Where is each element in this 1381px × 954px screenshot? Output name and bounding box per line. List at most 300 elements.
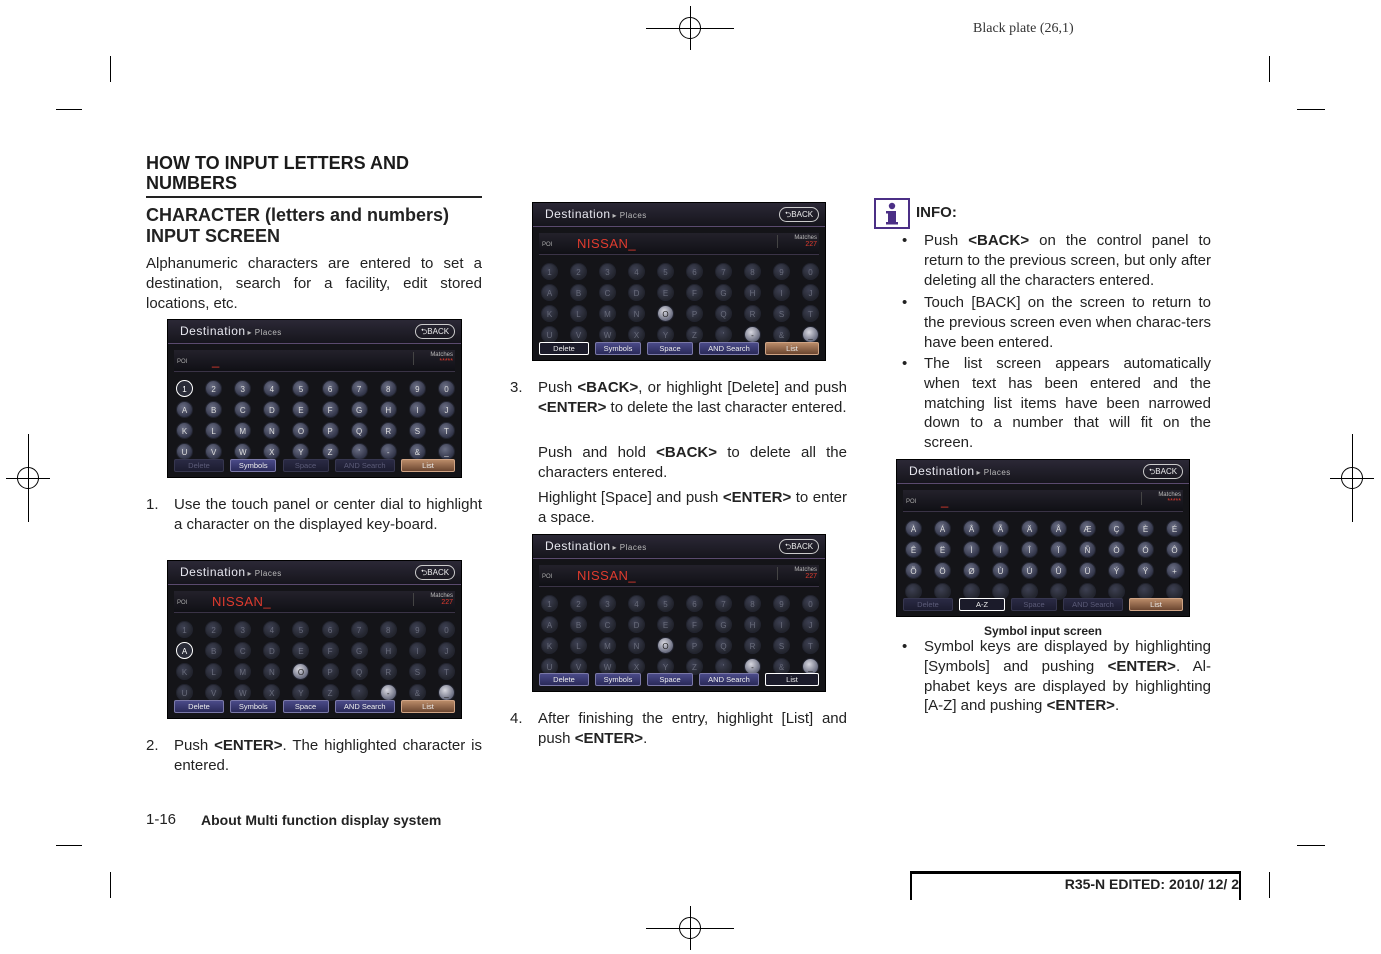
- registration-mark: [1341, 467, 1363, 489]
- key-button[interactable]: C: [234, 642, 251, 659]
- key-button[interactable]: 5: [292, 621, 309, 638]
- screen-button[interactable]: AND Search: [699, 673, 759, 686]
- key-button[interactable]: _: [438, 684, 455, 701]
- back-button[interactable]: ⮌BACK: [415, 324, 455, 339]
- key-button[interactable]: M: [234, 663, 251, 680]
- key-button[interactable]: Q: [351, 663, 368, 680]
- screen-button[interactable]: List: [765, 342, 819, 355]
- poi-label: POI: [177, 600, 188, 606]
- step-number: 4.: [510, 710, 523, 727]
- screen-button[interactable]: Space: [647, 342, 693, 355]
- key-button[interactable]: 7: [351, 380, 368, 397]
- key-button[interactable]: _: [438, 443, 455, 460]
- screen-title-bar: [533, 203, 825, 227]
- keyboard-grid: [176, 380, 455, 464]
- key-button[interactable]: O: [292, 663, 309, 680]
- key-button[interactable]: O: [657, 305, 674, 322]
- key-button[interactable]: Ú: [1021, 562, 1038, 579]
- screen-button[interactable]: Delete: [174, 700, 224, 713]
- key-button[interactable]: E: [292, 642, 309, 659]
- poi-label: POI: [542, 574, 553, 580]
- key-button[interactable]: Ù: [992, 562, 1009, 579]
- key-button[interactable]: 2: [570, 263, 587, 280]
- matches-box: [413, 593, 453, 606]
- key-button[interactable]: 6: [686, 263, 703, 280]
- key-button[interactable]: A: [541, 616, 558, 633]
- bullet-text: Push: [924, 232, 969, 249]
- key-button[interactable]: 8: [744, 595, 761, 612]
- matches-value: *****: [1167, 498, 1181, 505]
- key-button[interactable]: Ñ: [1079, 541, 1096, 558]
- entry-text: NISSAN_: [577, 236, 637, 251]
- key-button[interactable]: É: [1166, 520, 1183, 537]
- key-button[interactable]: &: [773, 326, 790, 343]
- key-button[interactable]: U: [541, 658, 558, 675]
- key-button[interactable]: J: [438, 401, 455, 418]
- key-button[interactable]: E: [292, 401, 309, 418]
- key-button[interactable]: E: [657, 284, 674, 301]
- key-button[interactable]: N: [628, 305, 645, 322]
- key-button[interactable]: U: [176, 443, 193, 460]
- key-button[interactable]: I: [409, 642, 426, 659]
- screen-button[interactable]: Space: [1011, 598, 1057, 611]
- keyboard-screen-2: [167, 560, 462, 719]
- key-button[interactable]: 4: [628, 263, 645, 280]
- info-bullet-3: [902, 354, 1211, 453]
- key-button[interactable]: F: [322, 401, 339, 418]
- key-button[interactable]: Ò: [1108, 541, 1125, 558]
- key-button[interactable]: F: [686, 616, 703, 633]
- key-button[interactable]: Q: [715, 305, 732, 322]
- key-button[interactable]: S: [773, 637, 790, 654]
- key-button[interactable]: E: [657, 616, 674, 633]
- key-button[interactable]: B: [570, 616, 587, 633]
- key-button[interactable]: &: [409, 684, 426, 701]
- key-button[interactable]: Z: [322, 443, 339, 460]
- crop-mark: [1269, 56, 1270, 82]
- step-2: [146, 736, 482, 776]
- crop-mark: [1269, 872, 1270, 898]
- key-row: [176, 443, 455, 460]
- key-button[interactable]: F: [686, 284, 703, 301]
- screen-title-text: Destination: [180, 565, 246, 579]
- screen-button[interactable]: Symbols: [230, 700, 276, 713]
- key-button[interactable]: Æ: [1079, 520, 1096, 537]
- screen-button[interactable]: Symbols: [230, 459, 276, 472]
- symbol-screen-caption: Symbol input screen: [983, 624, 1103, 638]
- key-button[interactable]: Ô: [1166, 541, 1183, 558]
- key-button[interactable]: Y: [292, 443, 309, 460]
- key-button[interactable]: W: [234, 443, 251, 460]
- key-row: [176, 621, 455, 638]
- key-button[interactable]: Y: [292, 684, 309, 701]
- key-button[interactable]: 9: [773, 263, 790, 280]
- key-button[interactable]: P: [322, 663, 339, 680]
- key-button[interactable]: Z: [322, 684, 339, 701]
- key-button[interactable]: O: [292, 422, 309, 439]
- key-button[interactable]: ': [351, 443, 368, 460]
- key-button[interactable]: Ü: [1079, 562, 1096, 579]
- screen-button[interactable]: List: [401, 459, 455, 472]
- key-button[interactable]: H: [744, 284, 761, 301]
- matches-label: Matches: [430, 352, 453, 358]
- key-button[interactable]: 9: [409, 621, 426, 638]
- screen-button[interactable]: Symbols: [595, 342, 641, 355]
- key-button[interactable]: 0: [802, 263, 819, 280]
- key-row: [176, 663, 455, 680]
- key-button[interactable]: 0: [438, 380, 455, 397]
- key-button[interactable]: S: [773, 305, 790, 322]
- key-button[interactable]: X: [628, 658, 645, 675]
- key-button[interactable]: X: [628, 326, 645, 343]
- key-button[interactable]: &: [409, 443, 426, 460]
- key-button[interactable]: J: [802, 616, 819, 633]
- key-button[interactable]: _: [802, 658, 819, 675]
- key-button[interactable]: ': [715, 326, 732, 343]
- plate-label: Black plate (26,1): [973, 21, 1074, 36]
- screen-button[interactable]: AND Search: [699, 342, 759, 355]
- key-row: [541, 637, 819, 654]
- key-button[interactable]: W: [599, 326, 616, 343]
- key-button[interactable]: 0: [438, 621, 455, 638]
- screen-subtitle: ▸ Places: [612, 543, 647, 552]
- key-button[interactable]: P: [686, 305, 703, 322]
- registration-mark: [679, 17, 701, 39]
- key-button[interactable]: Ì: [963, 541, 980, 558]
- key-button[interactable]: W: [234, 684, 251, 701]
- key-button[interactable]: 2: [205, 380, 222, 397]
- screen-title-text: Destination: [545, 207, 611, 221]
- key-button[interactable]: F: [322, 642, 339, 659]
- key-button[interactable]: 7: [715, 595, 732, 612]
- screen-button[interactable]: List: [1129, 598, 1183, 611]
- key-button[interactable]: R: [380, 663, 397, 680]
- screen-button[interactable]: Delete: [539, 342, 589, 355]
- screen-button[interactable]: Delete: [174, 459, 224, 472]
- screen-title-bar: [533, 535, 825, 559]
- key-button[interactable]: H: [380, 642, 397, 659]
- key-button[interactable]: G: [351, 401, 368, 418]
- key-button[interactable]: _: [802, 326, 819, 343]
- screen-title-text: Destination: [180, 324, 246, 338]
- key-button[interactable]: 4: [628, 595, 645, 612]
- step-text: to delete all the characters entered.: [538, 444, 847, 481]
- info-bullet-1: [902, 231, 1212, 290]
- screen-subtitle: ▸ Places: [247, 328, 282, 337]
- key-button[interactable]: Ï: [1050, 541, 1067, 558]
- key-button[interactable]: D: [628, 284, 645, 301]
- screen-subtitle: ▸ Places: [247, 569, 282, 578]
- step-text: to delete the last character entered.: [606, 398, 847, 416]
- key-button[interactable]: G: [715, 284, 732, 301]
- bullet-text: .: [1114, 697, 1120, 715]
- key-button[interactable]: 3: [599, 595, 616, 612]
- key-button[interactable]: 9: [409, 380, 426, 397]
- key-button[interactable]: H: [744, 616, 761, 633]
- screen-button[interactable]: Delete: [903, 598, 953, 611]
- keyboard-grid: [905, 520, 1183, 604]
- key-button[interactable]: Y: [657, 658, 674, 675]
- screen-button-bar: [539, 342, 819, 355]
- step-text: , or highlight [Delete] and push: [638, 379, 848, 396]
- key-button[interactable]: Y: [657, 326, 674, 343]
- key-button[interactable]: J: [438, 642, 455, 659]
- keyboard-grid: [176, 621, 455, 705]
- poi-label: POI: [906, 499, 917, 505]
- key-button[interactable]: Q: [351, 422, 368, 439]
- key-button[interactable]: 3: [234, 621, 251, 638]
- key-button[interactable]: D: [263, 401, 280, 418]
- key-button[interactable]: M: [599, 637, 616, 654]
- info-bullet-2: [902, 293, 1211, 352]
- key-button[interactable]: X: [263, 684, 280, 701]
- key-button[interactable]: D: [263, 642, 280, 659]
- key-button[interactable]: Ö: [934, 562, 951, 579]
- back-button[interactable]: ⮌BACK: [779, 539, 819, 554]
- key-button[interactable]: M: [234, 422, 251, 439]
- matches-value: 227: [441, 599, 453, 606]
- key-button[interactable]: 4: [263, 621, 280, 638]
- key-button[interactable]: 1: [541, 263, 558, 280]
- step-text: Use the touch panel or center dial to highlight a character on the displayed key-board.: [174, 496, 482, 533]
- key-button[interactable]: &: [773, 658, 790, 675]
- screen-button[interactable]: AND Search: [335, 459, 395, 472]
- key-row: [905, 520, 1183, 537]
- key-button[interactable]: L: [205, 422, 222, 439]
- key-button[interactable]: 1: [176, 380, 193, 397]
- key-button[interactable]: ': [715, 658, 732, 675]
- bullet-text: on the control panel to return to the previous screen, but only after deleting all the characters entered.: [924, 232, 1212, 289]
- key-button[interactable]: Û: [1050, 562, 1067, 579]
- key-button[interactable]: 8: [744, 263, 761, 280]
- subsection-heading: CHARACTER (letters and numbers) INPUT SCREEN: [146, 205, 450, 246]
- key-button[interactable]: M: [599, 305, 616, 322]
- key-button[interactable]: Ã: [992, 520, 1009, 537]
- key-button[interactable]: C: [234, 401, 251, 418]
- key-button[interactable]: B: [570, 284, 587, 301]
- key-button[interactable]: 2: [570, 595, 587, 612]
- key-button[interactable]: S: [409, 422, 426, 439]
- key-button[interactable]: V: [570, 326, 587, 343]
- matches-box: [413, 352, 453, 365]
- key-button[interactable]: I: [773, 616, 790, 633]
- footer-title: About Multi function display system: [201, 812, 442, 828]
- key-button[interactable]: V: [205, 443, 222, 460]
- key-button[interactable]: T: [802, 637, 819, 654]
- key-button[interactable]: È: [1137, 520, 1154, 537]
- key-button[interactable]: Ë: [934, 541, 951, 558]
- screen-button[interactable]: A-Z: [959, 598, 1005, 611]
- step-text: to enter a space.: [538, 489, 847, 526]
- key-button[interactable]: G: [715, 616, 732, 633]
- key-button[interactable]: K: [541, 637, 558, 654]
- key-button[interactable]: K: [176, 663, 193, 680]
- key-button[interactable]: 6: [322, 621, 339, 638]
- key-button[interactable]: -: [380, 443, 397, 460]
- key-button[interactable]: 2: [205, 621, 222, 638]
- screen-button[interactable]: List: [401, 700, 455, 713]
- key-button[interactable]: 5: [292, 380, 309, 397]
- key-button[interactable]: N: [263, 422, 280, 439]
- key-button[interactable]: Z: [686, 326, 703, 343]
- step-number: 2.: [146, 737, 159, 754]
- key-label: <ENTER>: [1107, 657, 1176, 675]
- key-button[interactable]: -: [744, 658, 761, 675]
- step-3-space: [538, 488, 847, 528]
- key-button[interactable]: Ó: [1137, 541, 1154, 558]
- key-button[interactable]: À: [905, 520, 922, 537]
- key-button[interactable]: J: [802, 284, 819, 301]
- key-button[interactable]: Ý: [1108, 562, 1125, 579]
- key-button[interactable]: D: [628, 616, 645, 633]
- key-button[interactable]: I: [773, 284, 790, 301]
- key-button[interactable]: L: [205, 663, 222, 680]
- key-button[interactable]: L: [570, 305, 587, 322]
- key-button[interactable]: R: [744, 305, 761, 322]
- screen-title: [545, 539, 647, 553]
- key-button[interactable]: T: [438, 422, 455, 439]
- key-button[interactable]: Ÿ: [1137, 562, 1154, 579]
- key-button[interactable]: Õ: [905, 562, 922, 579]
- key-button[interactable]: 5: [657, 263, 674, 280]
- back-button[interactable]: ⮌BACK: [415, 565, 455, 580]
- key-button[interactable]: V: [570, 658, 587, 675]
- key-button[interactable]: A: [176, 401, 193, 418]
- step-number: 1.: [146, 496, 159, 513]
- key-button[interactable]: B: [205, 642, 222, 659]
- screen-button[interactable]: AND Search: [1063, 598, 1123, 611]
- matches-box: [1141, 492, 1181, 505]
- back-button[interactable]: ⮌BACK: [779, 207, 819, 222]
- screen-button[interactable]: Space: [283, 459, 329, 472]
- key-button[interactable]: B: [205, 401, 222, 418]
- key-button[interactable]: 0: [802, 595, 819, 612]
- key-button[interactable]: 3: [599, 263, 616, 280]
- key-button[interactable]: A: [541, 284, 558, 301]
- keyboard-grid: [541, 263, 819, 347]
- key-button[interactable]: 8: [380, 621, 397, 638]
- key-label: <BACK>: [656, 444, 717, 461]
- bullet-text: . Al-phabet keys are displayed by highlighting [A-Z] and pushing: [924, 657, 1211, 715]
- key-button[interactable]: H: [380, 401, 397, 418]
- key-button[interactable]: A: [176, 642, 193, 659]
- matches-box: [777, 235, 817, 248]
- key-button[interactable]: 8: [380, 380, 397, 397]
- screen-button[interactable]: List: [765, 673, 819, 686]
- bullet-text: The list screen appears automatically when text has been entered and the matching list items have been narrowed down to a number that will fit on the screen.: [924, 355, 1211, 452]
- key-button[interactable]: R: [380, 422, 397, 439]
- key-button[interactable]: N: [263, 663, 280, 680]
- back-button[interactable]: ⮌BACK: [1143, 464, 1183, 479]
- key-button[interactable]: R: [744, 637, 761, 654]
- entry-text: _: [941, 493, 949, 508]
- screen-button[interactable]: Space: [647, 673, 693, 686]
- key-button[interactable]: 5: [657, 595, 674, 612]
- key-button[interactable]: O: [657, 637, 674, 654]
- screen-title-bar: [168, 320, 461, 344]
- key-button[interactable]: K: [541, 305, 558, 322]
- matches-box: [777, 567, 817, 580]
- crop-mark: [1297, 109, 1325, 110]
- key-button[interactable]: U: [541, 326, 558, 343]
- screen-button[interactable]: AND Search: [335, 700, 395, 713]
- key-button[interactable]: N: [628, 637, 645, 654]
- registration-mark: [679, 917, 701, 939]
- intro-paragraph: Alphanumeric characters are entered to set a destination, search for a facility, edit stored locations, etc.: [146, 255, 482, 312]
- key-button[interactable]: L: [570, 637, 587, 654]
- key-button[interactable]: Ø: [963, 562, 980, 579]
- keyboard-grid: [541, 595, 819, 679]
- key-button[interactable]: -: [380, 684, 397, 701]
- key-button[interactable]: C: [599, 284, 616, 301]
- key-button[interactable]: 1: [541, 595, 558, 612]
- key-row: [176, 380, 455, 397]
- key-button[interactable]: Q: [715, 637, 732, 654]
- key-button[interactable]: Á: [934, 520, 951, 537]
- key-button[interactable]: Â: [963, 520, 980, 537]
- key-button[interactable]: T: [802, 305, 819, 322]
- key-button[interactable]: P: [686, 637, 703, 654]
- key-button[interactable]: X: [263, 443, 280, 460]
- key-button[interactable]: Z: [686, 658, 703, 675]
- key-button[interactable]: 7: [351, 621, 368, 638]
- key-button[interactable]: 4: [263, 380, 280, 397]
- bullet-dot: •: [902, 294, 908, 311]
- key-button[interactable]: I: [409, 401, 426, 418]
- key-button[interactable]: 1: [176, 621, 193, 638]
- key-button[interactable]: +: [1166, 562, 1183, 579]
- key-button[interactable]: 7: [715, 263, 732, 280]
- key-button[interactable]: C: [599, 616, 616, 633]
- key-button[interactable]: K: [176, 422, 193, 439]
- search-input-box: [539, 233, 819, 255]
- key-button[interactable]: Ç: [1108, 520, 1125, 537]
- key-button[interactable]: ': [351, 684, 368, 701]
- key-button[interactable]: Ê: [905, 541, 922, 558]
- key-button[interactable]: Í: [992, 541, 1009, 558]
- crop-mark: [1297, 845, 1325, 846]
- screen-button[interactable]: Symbols: [595, 673, 641, 686]
- key-button[interactable]: 3: [234, 380, 251, 397]
- key-button[interactable]: 9: [773, 595, 790, 612]
- key-button[interactable]: V: [205, 684, 222, 701]
- key-button[interactable]: Å: [1050, 520, 1067, 537]
- key-button[interactable]: -: [744, 326, 761, 343]
- screen-title-text: Destination: [545, 539, 611, 553]
- key-button[interactable]: Î: [1021, 541, 1038, 558]
- key-row: [541, 284, 819, 301]
- bullet-text: Touch [BACK] on the screen to return to the previous screen even when charac-ters have been entered.: [924, 294, 1211, 351]
- symbol-bullet: [902, 637, 1211, 716]
- key-button[interactable]: U: [176, 684, 193, 701]
- key-button[interactable]: G: [351, 642, 368, 659]
- screen-button-bar: [539, 673, 819, 686]
- search-input-box: [174, 591, 455, 613]
- key-button[interactable]: S: [409, 663, 426, 680]
- screen-button[interactable]: Space: [283, 700, 329, 713]
- key-button[interactable]: P: [322, 422, 339, 439]
- key-button[interactable]: W: [599, 658, 616, 675]
- screen-button[interactable]: Delete: [539, 673, 589, 686]
- crop-mark: [110, 872, 111, 898]
- key-button[interactable]: Ä: [1021, 520, 1038, 537]
- step-text: Push and hold: [538, 444, 657, 461]
- key-button[interactable]: T: [438, 663, 455, 680]
- screen-button-bar: [174, 459, 455, 472]
- key-button[interactable]: 6: [686, 595, 703, 612]
- screen-title-text: Destination: [909, 464, 975, 478]
- key-button[interactable]: 6: [322, 380, 339, 397]
